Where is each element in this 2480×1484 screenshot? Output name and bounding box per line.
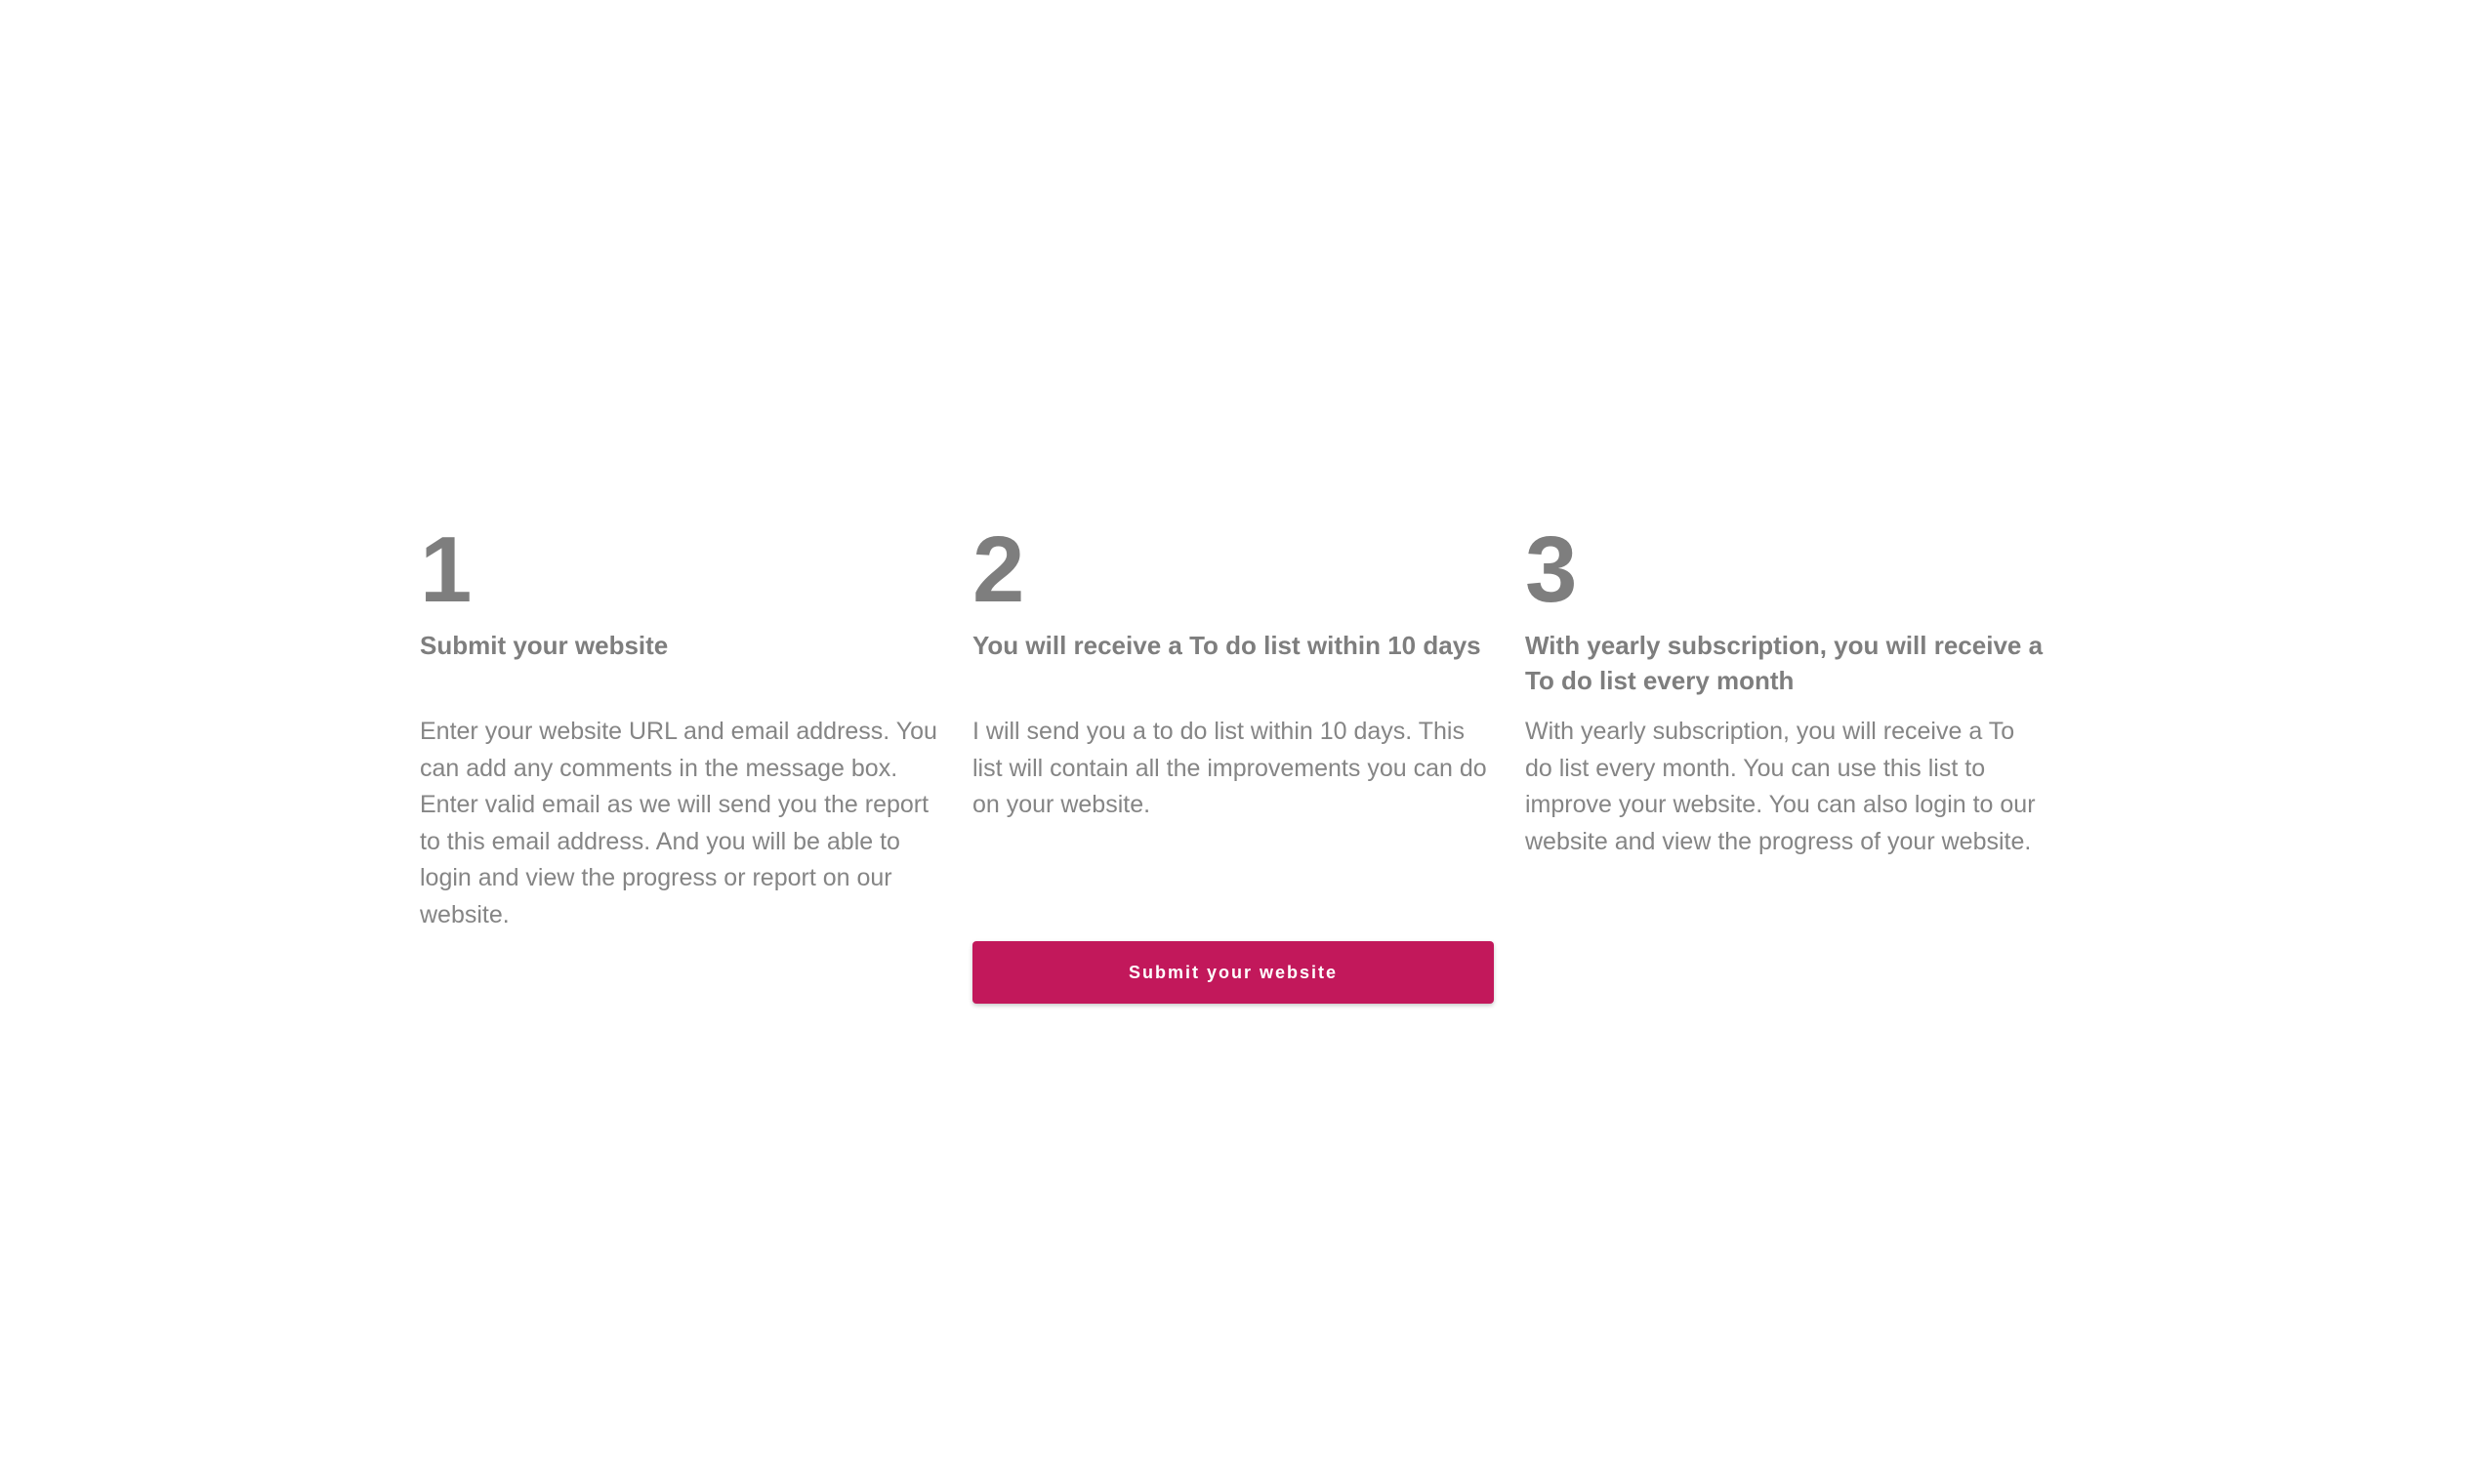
step-description: With yearly subscription, you will receive a To do list every month. You can use this list to improve your website. You can also login to our website and view the progress of your website. <box>1525 718 2036 855</box>
step-description: I will send you a to do list within 10 days. This list will contain all the improvements you can do on your website. <box>972 718 1487 818</box>
step-title: Submit your website <box>420 631 669 660</box>
step-1 <box>420 517 941 933</box>
step-title: With yearly subscription, you will receive a To do list every month <box>1525 631 2044 695</box>
submit-website-button[interactable]: Submit your website <box>972 941 1494 1004</box>
step-3 <box>1525 517 2046 933</box>
step-number: 2 <box>972 517 1025 622</box>
step-2 <box>972 517 1494 933</box>
step-title: You will receive a To do list within 10 days <box>972 631 1481 660</box>
step-number: 1 <box>420 517 473 622</box>
step-number: 3 <box>1525 517 1578 622</box>
step-description: Enter your website URL and email address. You can add any comments in the message box. Enter valid email as we will send you the report to this email address. And you will be able to login and view the progress or report on our website. <box>420 718 937 928</box>
steps-section <box>420 517 2060 933</box>
